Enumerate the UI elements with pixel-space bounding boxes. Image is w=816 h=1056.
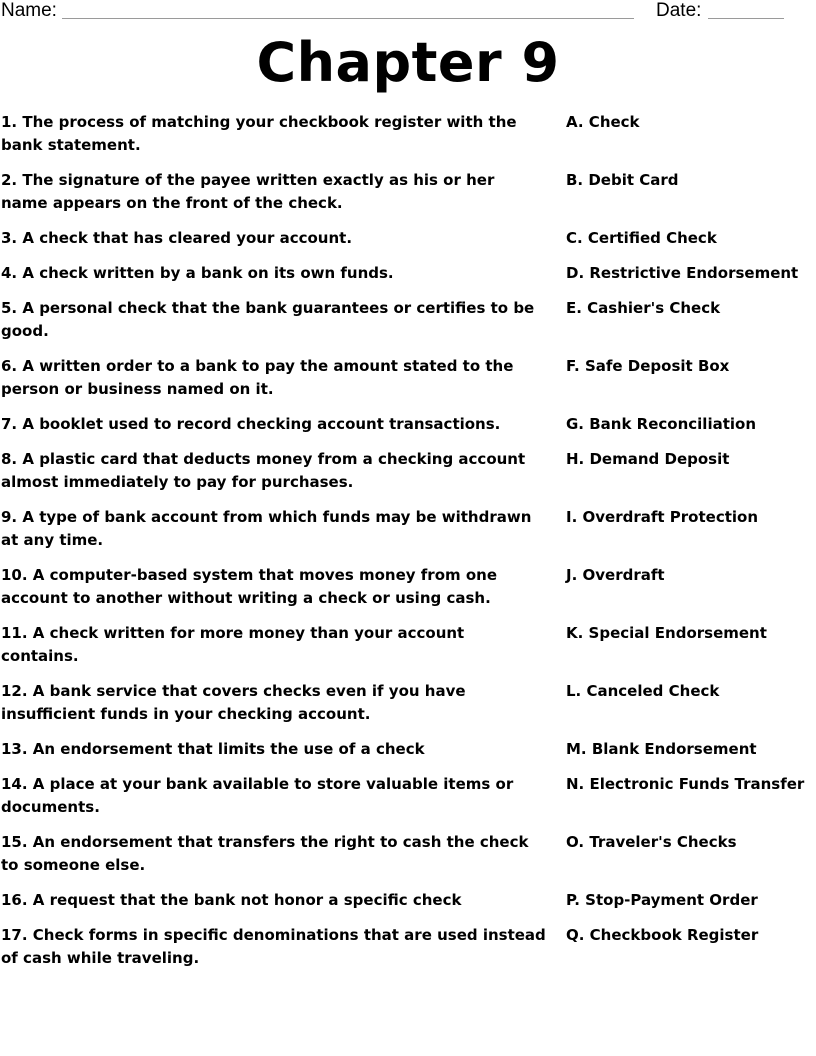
matching-row-14: [0, 773, 816, 831]
answer-q: Q. Checkbook Register: [566, 926, 759, 944]
name-date-header: [0, 0, 816, 24]
answer-m: M. Blank Endorsement: [566, 740, 757, 758]
matching-row-16: [0, 889, 816, 924]
answer-k: K. Special Endorsement: [566, 624, 767, 642]
answer-d: D. Restrictive Endorsement: [566, 264, 799, 282]
question-17: 17. Check forms in specific denominations that are used instead of cash while traveling.: [1, 926, 546, 967]
answer-a: A. Check: [566, 113, 640, 131]
date-label: Date:: [656, 0, 702, 21]
matching-row-2: [0, 169, 816, 227]
question-2: 2. The signature of the payee written exactly as his or her name appears on the front of the check.: [1, 171, 495, 212]
answer-j: J. Overdraft: [566, 566, 665, 584]
date-blank-line[interactable]: [708, 18, 784, 19]
matching-row-17: [0, 924, 816, 982]
answer-h: H. Demand Deposit: [566, 450, 730, 468]
answer-i: I. Overdraft Protection: [566, 508, 759, 526]
matching-row-4: [0, 262, 816, 297]
matching-list: [0, 111, 816, 982]
question-13: 13. An endorsement that limits the use of a check: [1, 740, 425, 758]
matching-row-10: [0, 564, 816, 622]
question-12: 12. A bank service that covers checks even if you have insufficient funds in your checking account.: [1, 682, 466, 723]
question-6: 6. A written order to a bank to pay the amount stated to the person or business named on it.: [1, 357, 514, 398]
question-16: 16. A request that the bank not honor a specific check: [1, 891, 462, 909]
name-blank-line[interactable]: [62, 18, 634, 19]
question-15: 15. An endorsement that transfers the right to cash the check to someone else.: [1, 833, 529, 874]
question-3: 3. A check that has cleared your account.: [1, 229, 353, 247]
name-label: Name:: [1, 0, 57, 21]
matching-row-9: [0, 506, 816, 564]
answer-g: G. Bank Reconciliation: [566, 415, 756, 433]
answer-n: N. Electronic Funds Transfer: [566, 775, 805, 793]
matching-row-3: [0, 227, 816, 262]
question-5: 5. A personal check that the bank guarantees or certifies to be good.: [1, 299, 535, 340]
question-4: 4. A check written by a bank on its own funds.: [1, 264, 394, 282]
answer-l: L. Canceled Check: [566, 682, 720, 700]
matching-row-15: [0, 831, 816, 889]
matching-row-1: [0, 111, 816, 169]
matching-row-12: [0, 680, 816, 738]
matching-row-7: [0, 413, 816, 448]
answer-b: B. Debit Card: [566, 171, 679, 189]
matching-row-6: [0, 355, 816, 413]
question-10: 10. A computer-based system that moves money from one account to another without writing a check or using cash.: [1, 566, 498, 607]
matching-row-5: [0, 297, 816, 355]
matching-row-11: [0, 622, 816, 680]
question-14: 14. A place at your bank available to store valuable items or documents.: [1, 775, 514, 816]
answer-p: P. Stop-Payment Order: [566, 891, 758, 909]
answer-f: F. Safe Deposit Box: [566, 357, 730, 375]
question-9: 9. A type of bank account from which funds may be withdrawn at any time.: [1, 508, 532, 549]
question-1: 1. The process of matching your checkbook register with the bank statement.: [1, 113, 517, 154]
question-8: 8. A plastic card that deducts money from a checking account almost immediately to pay for purchases.: [1, 450, 526, 491]
matching-row-13: [0, 738, 816, 773]
question-11: 11. A check written for more money than your account contains.: [1, 624, 465, 665]
matching-row-8: [0, 448, 816, 506]
question-7: 7. A booklet used to record checking account transactions.: [1, 415, 501, 433]
answer-c: C. Certified Check: [566, 229, 717, 247]
answer-o: O. Traveler's Checks: [566, 833, 737, 851]
answer-e: E. Cashier's Check: [566, 299, 721, 317]
page-title: Chapter 9: [256, 31, 560, 94]
